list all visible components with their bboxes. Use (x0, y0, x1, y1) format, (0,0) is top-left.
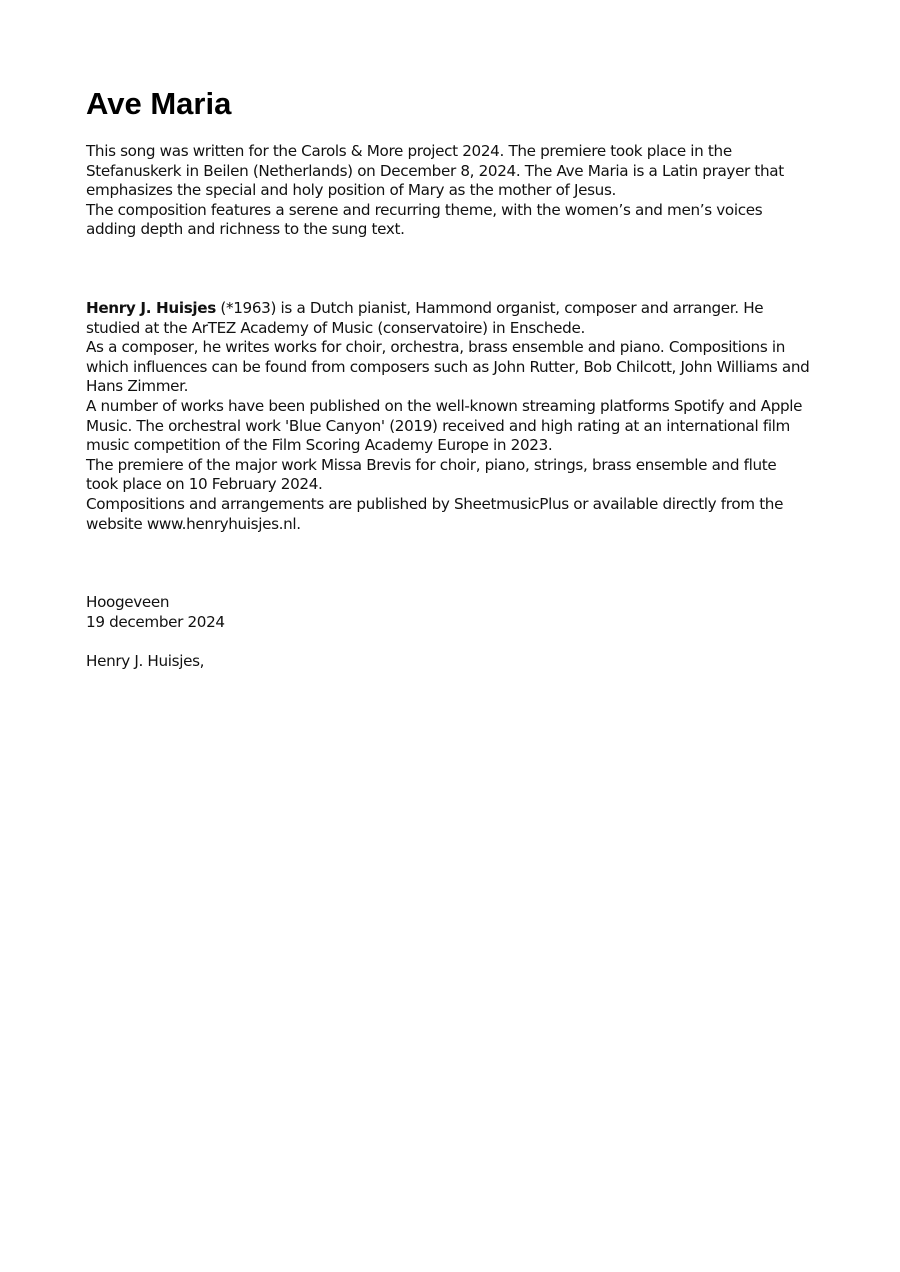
signature-block (86, 593, 810, 671)
bio-paragraph: As a composer, he writes works for choir, orchestra, brass ensemble and piano. Compositions in which influences can be found from composers such as John Rutter, Bob Chilcott, John Williams and Hans Zimmer. (86, 338, 810, 396)
bio-paragraph: The premiere of the major work Missa Brevis for choir, piano, strings, brass ensemble and flute took place on 10 February 2024. (86, 455, 777, 494)
intro-paragraph: The composition features a serene and recurring theme, with the women’s and men’s voices adding depth and richness to the sung text. (86, 200, 763, 239)
bio-paragraph: A number of works have been published on the well-known streaming platforms Spotify and Apple Music. The orchestral work 'Blue Canyon' (2019) received and high rating at an international film music competition of the Film Scoring Academy Europe in 2023. (86, 396, 803, 455)
spacer (86, 632, 810, 652)
bio-paragraph: Compositions and arrangements are published by SheetmusicPlus or available directly from the website www.henryhuisjes.nl. (86, 494, 784, 533)
signature-date: 19 december 2024 (86, 612, 225, 631)
intro-section (86, 142, 810, 240)
signature-name: Henry J. Huisjes, (86, 651, 205, 670)
page-title: Ave Maria (86, 86, 232, 121)
bio-section (86, 299, 810, 534)
document-page (86, 86, 810, 671)
intro-paragraph: This song was written for the Carols & More project 2024. The premiere took place in the Stefanuskerk in Beilen (Netherlands) on December 8, 2024. The Ave Maria is a Latin prayer that emphasizes the special and holy position of Mary as the mother of Jesus. (86, 142, 784, 200)
bio-text: (*1963) is a Dutch pianist, Hammond organist, composer and arranger. He studied at the ArTEZ Academy of Music (conservatoire) in Enschede. (86, 298, 764, 337)
composer-name: Henry J. Huisjes (86, 298, 216, 317)
signature-place: Hoogeveen (86, 593, 170, 612)
bio-paragraph (86, 299, 810, 338)
